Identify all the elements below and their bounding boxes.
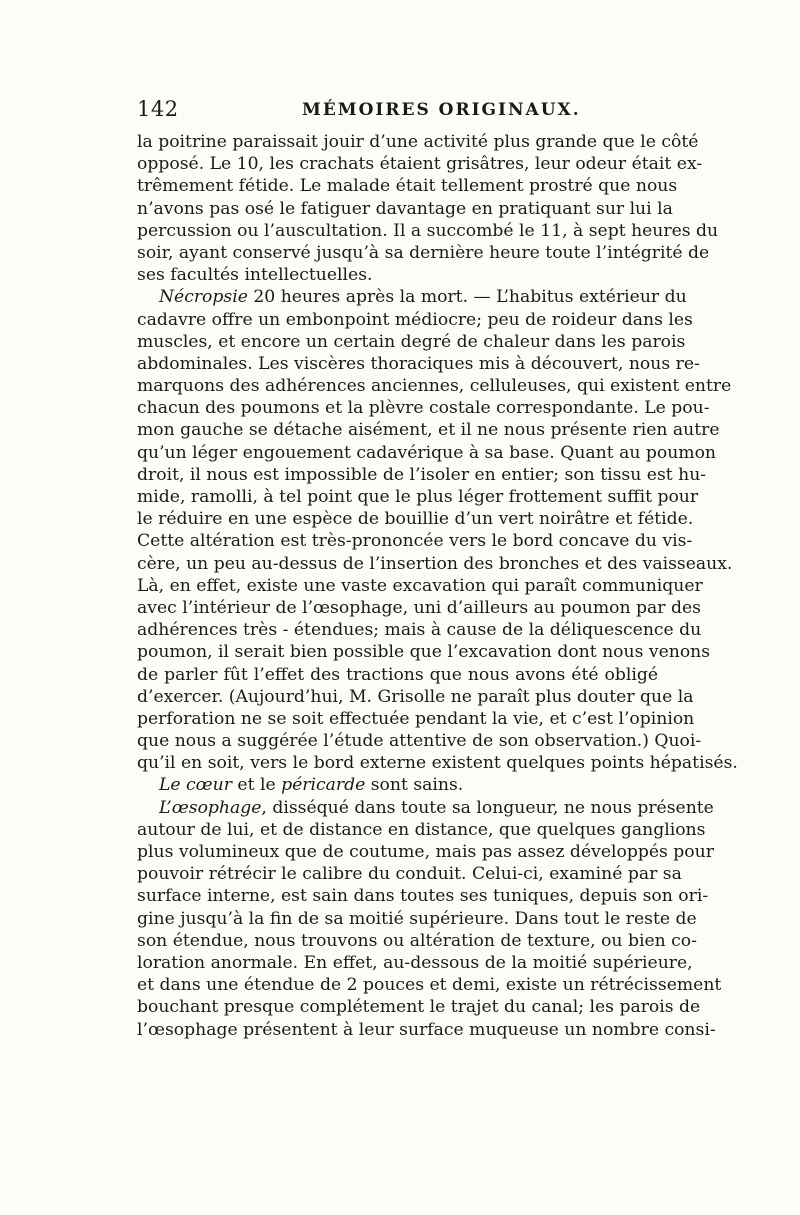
text-segment: sont sains.: [365, 775, 464, 796]
text-line: pouvoir rétrécir le calibre du conduit. Celui-ci, examiné par sa: [137, 864, 682, 885]
text-line: soir, ayant conservé jusqu’à sa dernière heure toute l’intégrité de: [137, 242, 710, 263]
text-line: cère, un peu au-dessus de l’insertion des bronches et des vaisseaux.: [137, 553, 733, 574]
text-line: mide, ramolli, à tel point que le plus léger frottement suffit pour: [137, 487, 699, 507]
paragraph-coeur: [137, 774, 658, 796]
text-line: qu’il en soit, vers le bord externe existent quelques points hépatisés.: [137, 753, 738, 774]
text-line: que nous a suggérée l’étude attentive de son observation.) Quoi-: [137, 731, 702, 752]
page-header: [137, 97, 657, 127]
text-line: trêmement fétide. Le malade était tellement prostré que nous: [137, 176, 678, 197]
text-line: bouchant presque complétement le trajet du canal; les parois de: [137, 997, 701, 1018]
text-line: l’œsophage présentent à leur surface muqueuse un nombre consi-: [137, 1019, 716, 1040]
paragraph-necropsie: [137, 286, 687, 308]
necropsie-label: Nécropsie: [159, 287, 248, 308]
text-segment: 20 heures après la mort. — L’habitus extérieur du: [253, 287, 687, 308]
pericarde-label: péricarde: [281, 775, 366, 796]
text-line: qu’un léger engouement cadavérique à sa base. Quant au poumon: [137, 442, 716, 463]
text-line: d’exercer. (Aujourd’hui, M. Grisolle ne paraît plus douter que la: [137, 686, 694, 707]
text-segment: et le: [231, 775, 282, 796]
text-line: poumon, il serait bien possible que l’excavation dont nous venons: [137, 642, 711, 663]
text-line: et dans une étendue de 2 pouces et demi, existe un rétrécissement: [137, 975, 722, 996]
text-line: marquons des adhérences anciennes, celluleuses, qui existent entre: [137, 376, 732, 397]
text-segment: , disséqué dans toute sa longueur, ne nous présente: [261, 797, 714, 818]
text-line: perforation ne se soit effectuée pendant la vie, et c’est l’opinion: [137, 708, 695, 729]
oesophage-label: L’œsophage: [159, 797, 262, 818]
page-number: 142: [137, 97, 179, 121]
body-text: [137, 131, 738, 1041]
text-line: avec l’intérieur de l’œsophage, uni d’ailleurs au poumon par des: [137, 597, 701, 618]
text-line: plus volumineux que de coutume, mais pas assez développés pour: [137, 842, 714, 862]
paragraph-oesophage: [137, 797, 714, 819]
text-line: son étendue, nous trouvons ou altération de texture, ou bien co-: [137, 930, 697, 951]
text-line: Là, en effet, existe une vaste excavation qui paraît communiquer: [137, 575, 703, 596]
text-line: de parler fût l’effet des tractions que nous avons été obligé: [137, 664, 658, 685]
text-line: muscles, et encore un certain degré de chaleur dans les parois: [137, 331, 686, 352]
text-line: le réduire en une espèce de bouillie d’un vert noirâtre et fétide.: [137, 509, 694, 530]
text-line: Cette altération est très-prononcée vers le bord concave du vis-: [137, 531, 693, 552]
text-line: autour de lui, et de distance en distance, que quelques ganglions: [137, 819, 706, 840]
text-line: surface interne, est sain dans toutes ses tuniques, depuis son ori-: [137, 886, 709, 907]
running-head: MÉMOIRES ORIGINAUX.: [302, 100, 581, 120]
text-line: la poitrine paraissait jouir d’une activité plus grande que le côté: [137, 132, 699, 152]
coeur-label: Le cœur: [159, 775, 232, 796]
text-line: abdominales. Les viscères thoraciques mis à découvert, nous re-: [137, 353, 700, 374]
text-line: cadavre offre un embonpoint médiocre; peu de roideur dans les: [137, 309, 693, 330]
text-line: percussion ou l’auscultation. Il a succombé le 11, à sept heures du: [137, 220, 719, 241]
text-line: ses facultés intellectuelles.: [137, 265, 373, 286]
text-line: gine jusqu’à la fin de sa moitié supérieure. Dans tout le reste de: [137, 908, 697, 929]
text-line: mon gauche se détache aisément, et il ne nous présente rien autre: [137, 420, 720, 441]
text-line: adhérences très - étendues; mais à cause de la déliquescence du: [137, 620, 702, 641]
text-line: n’avons pas osé le fatiguer davantage en pratiquant sur lui la: [137, 198, 673, 219]
text-line: droit, il nous est impossible de l’isoler en entier; son tissu est hu-: [137, 464, 707, 485]
text-line: chacun des poumons et la plèvre costale correspondante. Le pou-: [137, 398, 710, 419]
text-line: loration anormale. En effet, au-dessous de la moitié supérieure,: [137, 952, 693, 973]
text-line: opposé. Le 10, les crachats étaient grisâtres, leur odeur était ex-: [137, 154, 703, 175]
